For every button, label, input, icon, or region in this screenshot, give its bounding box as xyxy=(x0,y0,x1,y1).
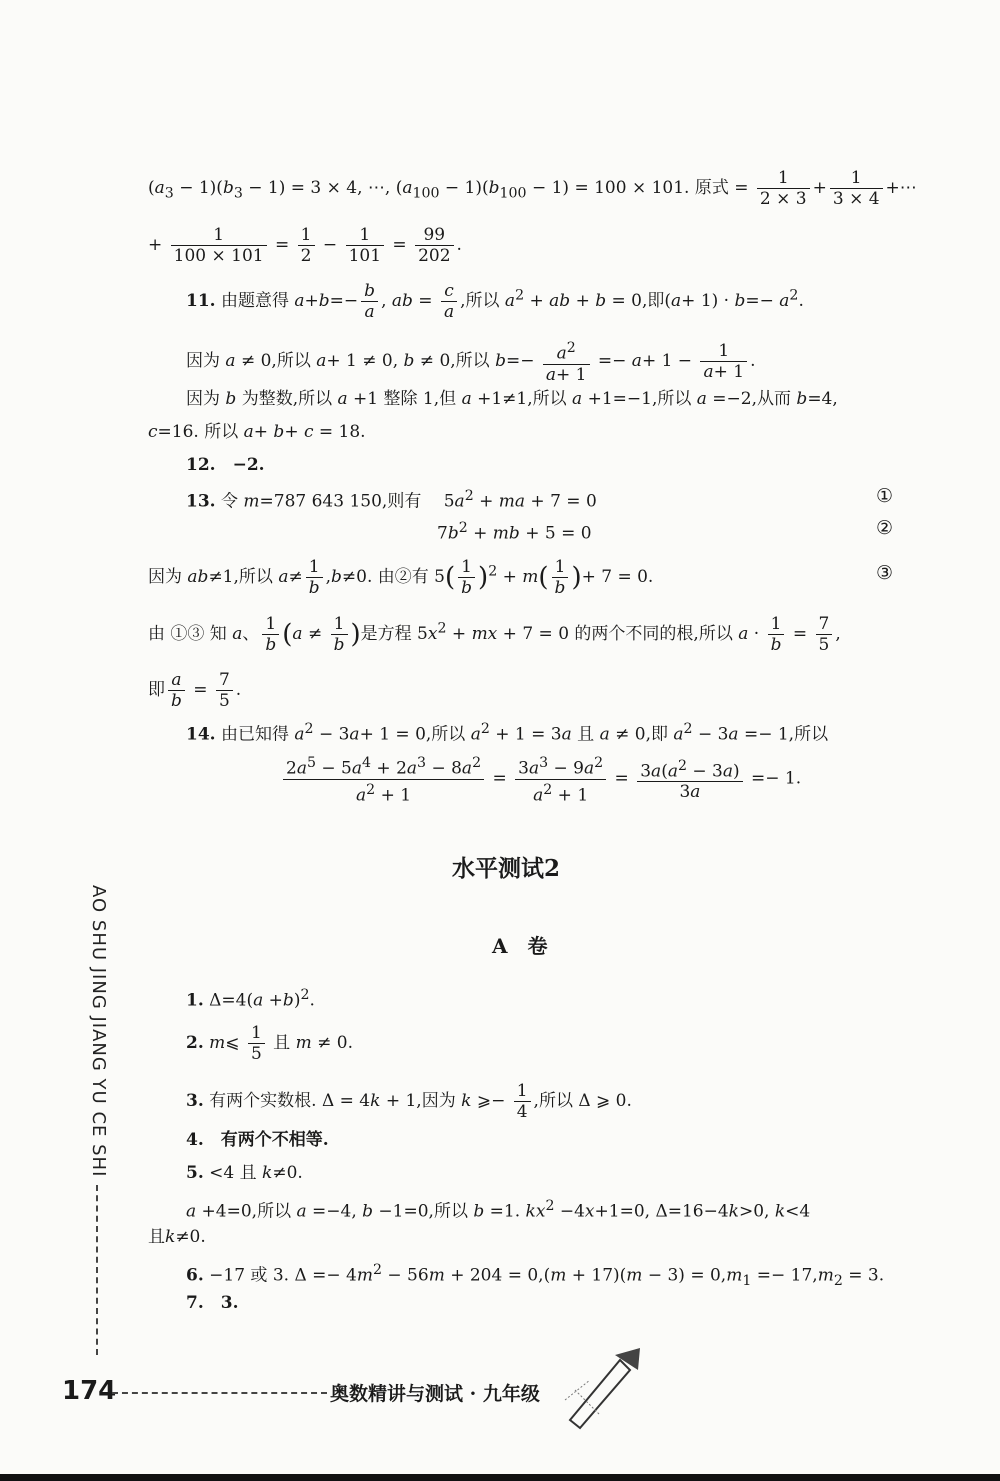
q11-line4: c=16. 所以 a+ b+ c = 18. xyxy=(148,422,366,442)
line-a3b3: $(a_3 - 1)(b_3 - 1) = 3 \times 4$, ⋯, $(a_{100} - 1)(b_{100} - 1) = 100 \times 101$. 原式 = $\frac{1}{2 \times 3}$ + $\frac{1}{3 \times 4}$ +⋯ xyxy=(148,168,917,209)
q11-line3: 因为 b 为整数,所以 a +1 整除 1,但 a +1≠1,所以 a +1=−1,所以 a =−2,从而 b=4, xyxy=(186,389,838,409)
page-number: 174 xyxy=(62,1376,117,1406)
a6-label: 6. xyxy=(186,1265,204,1286)
q13-line5: 即 $\frac{a}{b}$ = $\frac{7}{5}$ . xyxy=(148,670,242,711)
a1-label: 1. xyxy=(186,990,204,1011)
a3-line: 3. 有两个实数根. Δ = 4k + 1,因为 k ⩾− $\frac{1}{4}$ ,所以 Δ ⩾ 0. xyxy=(186,1081,632,1122)
q11-label: 11. xyxy=(186,291,216,311)
section-title: 水平测试2 xyxy=(452,855,561,882)
a2-line: 2. m⩽ $\frac{1}{5}$ 且 m ≠ 0. xyxy=(186,1023,353,1064)
q12: 12. −2. xyxy=(186,455,265,475)
line-sum-result: + $\frac{1}{100 \times 101}$ = $\frac{1}{2}$ − $\frac{1}{101}$ = $\frac{99}{202}$ . xyxy=(148,225,462,266)
q13-label: 13. xyxy=(186,491,216,512)
q14-label: 14. xyxy=(186,724,216,745)
q11-line1: 11. 由题意得 a+b=− $\frac{b}{a}$ , ab = $\frac{c}{a}$ ,所以 $a^2$ + ab + b = 0,即$(a+ 1) \cdot b=- a^2$. xyxy=(186,281,804,322)
circ-1: ① xyxy=(876,485,894,507)
q14-line1: 14. 由已知得 $a^2 - 3a+ 1 = 0$,所以 $a^2 + 1 = 3a$ 且 a ≠ 0,即 $a^2 - 3a =- 1$,所以 xyxy=(186,721,829,745)
pencil-logo-icon xyxy=(560,1340,650,1430)
circ-2: ② xyxy=(876,517,894,539)
q13-line1: 13. 令 m=787 643 150,则有 $5a^2$ + ma + 7 = 0 xyxy=(186,488,597,512)
a2-label: 2. xyxy=(186,1033,204,1053)
a1-line: 1. $\Delta=4(a +b)^2$. xyxy=(186,987,315,1011)
a6-line: 6. −17 或 3. $\Delta =- 4m^2 - 56m + 204 = 0,(m + 17)(m - 3) = 0,m_1 =- 17,m_2 = 3$. xyxy=(186,1262,885,1290)
book-title: 奥数精讲与测试 · 九年级 xyxy=(330,1383,540,1405)
a5-line3: 且k≠0. xyxy=(148,1227,206,1247)
q13-line3: 因为 ab≠1,所以 a≠ $\frac{1}{b}$ ,b≠0. 由②有 5( $\frac{1}{b}$ )$^2$ + m( $\frac{1}{b}$ )+ 7 = 0. xyxy=(148,557,654,598)
circ-3: ③ xyxy=(876,562,894,584)
footer-dashed-line xyxy=(112,1392,327,1394)
q13-line4: 由 ①③ 知 a、 $\frac{1}{b}$ (a ≠ $\frac{1}{b}$ )是方程 $5x^2$ + mx + 7 = 0 的两个不同的根,所以 a · $\frac{1}{b}$ = $\frac{7}{5}$ , xyxy=(148,614,841,655)
a3-label: 3. xyxy=(186,1091,204,1111)
sidebar-title: AO SHU JING JIANG YU CE SHI xyxy=(88,885,109,1178)
q13-line2: $7b^2$ + mb + 5 = 0 xyxy=(437,520,592,544)
a5-line1: 5. <4 且 k≠0. xyxy=(186,1163,303,1183)
a7-line: 7. 3. xyxy=(186,1293,239,1313)
q14-line2: $\frac{2a^5 - 5a^4 + 2a^3 - 8a^2}{a^2 + 1}$ = $\frac{3a^3 - 9a^2}{a^2 + 1}$ = $\frac{3a(a^2 - 3a)}{3a}$ =− 1. xyxy=(280,753,801,805)
bottom-border xyxy=(0,1474,1000,1481)
a5-line2: a +4=0,所以 a =−4, b −1=0,所以 b =1. $kx^2 -4x+1=0$, Δ=16−4k>0, k<4 xyxy=(186,1198,811,1222)
subsection-title: A 卷 xyxy=(492,934,548,958)
a5-label: 5. xyxy=(186,1163,204,1183)
q11-line2: 因为 a ≠ 0,所以 a+ 1 ≠ 0, b ≠ 0,所以 b=− $\frac{a^2}{a+ 1}$ =− a+ 1 − $\frac{1}{a+ 1}$ . xyxy=(186,340,756,385)
a4-line: 4. 有两个不相等. xyxy=(186,1130,329,1150)
sidebar-dashed-line xyxy=(96,1185,98,1355)
